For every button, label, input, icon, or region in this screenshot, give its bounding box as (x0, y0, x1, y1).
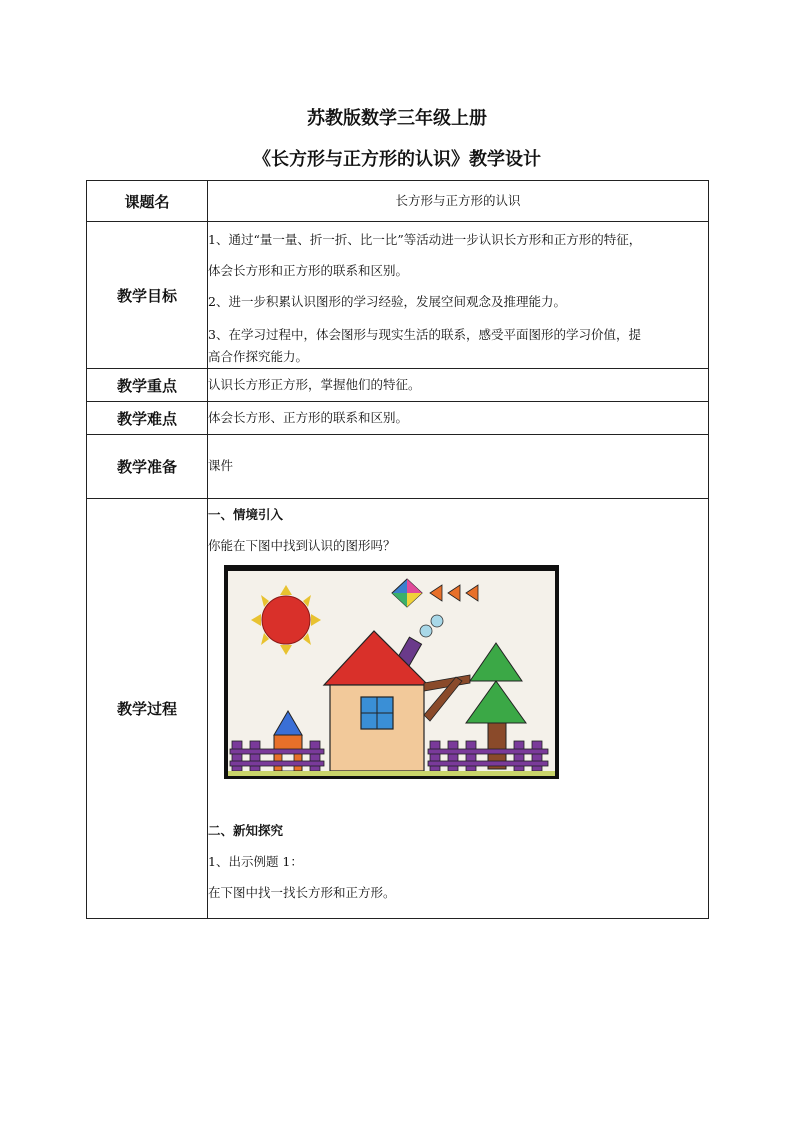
sun-shape (251, 585, 321, 655)
process-content (208, 499, 709, 919)
document-subtitle: 《长方形与正方形的认识》教学设计 (253, 149, 541, 170)
goals-label: 教学目标 (87, 222, 208, 369)
section-heading: 一、情境引入 (208, 507, 284, 522)
table-row-key (87, 369, 709, 402)
goals-content (208, 222, 709, 369)
house-drawing-image (224, 565, 559, 779)
table-row-topic (87, 181, 709, 222)
goal-line: 2、进一步积累认识图形的学习经验，发展空间观念及推理能力。 (208, 293, 566, 309)
table-row-goals (87, 222, 709, 369)
topic-label: 课题名 (87, 181, 208, 222)
prep-value: 课件 (208, 435, 709, 499)
section-text: 你能在下图中找到认识的图形吗？ (208, 538, 396, 553)
lesson-plan-table (86, 180, 709, 919)
difficulty-value: 体会长方形、正方形的联系和区别。 (208, 402, 709, 435)
goal-line: 3、在学习过程中，体会图形与现实生活的联系，感受平面图形的学习价值，提 (208, 326, 641, 342)
table-row-process (87, 499, 709, 919)
topic-value: 长方形与正方形的认识 (208, 181, 709, 222)
table-row-difficulty (87, 402, 709, 435)
process-label: 教学过程 (87, 499, 208, 919)
key-label: 教学重点 (87, 369, 208, 402)
section-text: 1、出示例题 1： (208, 854, 303, 869)
difficulty-label: 教学难点 (87, 402, 208, 435)
table-row-prep (87, 435, 709, 499)
document-title: 苏教版数学三年级上册 (307, 108, 487, 129)
key-value: 认识长方形正方形，掌握他们的特征。 (208, 369, 709, 402)
section-text: 在下图中找一找长方形和正方形。 (208, 885, 396, 900)
goal-line: 高合作探究能力。 (208, 348, 309, 364)
prep-label: 教学准备 (87, 435, 208, 499)
section-heading: 二、新知探究 (208, 823, 284, 838)
goal-line: 1、通过“量一量、折一折、比一比”等活动进一步认识长方形和正方形的特征， (208, 231, 642, 247)
goal-line: 体会长方形和正方形的联系和区别。 (208, 262, 409, 278)
